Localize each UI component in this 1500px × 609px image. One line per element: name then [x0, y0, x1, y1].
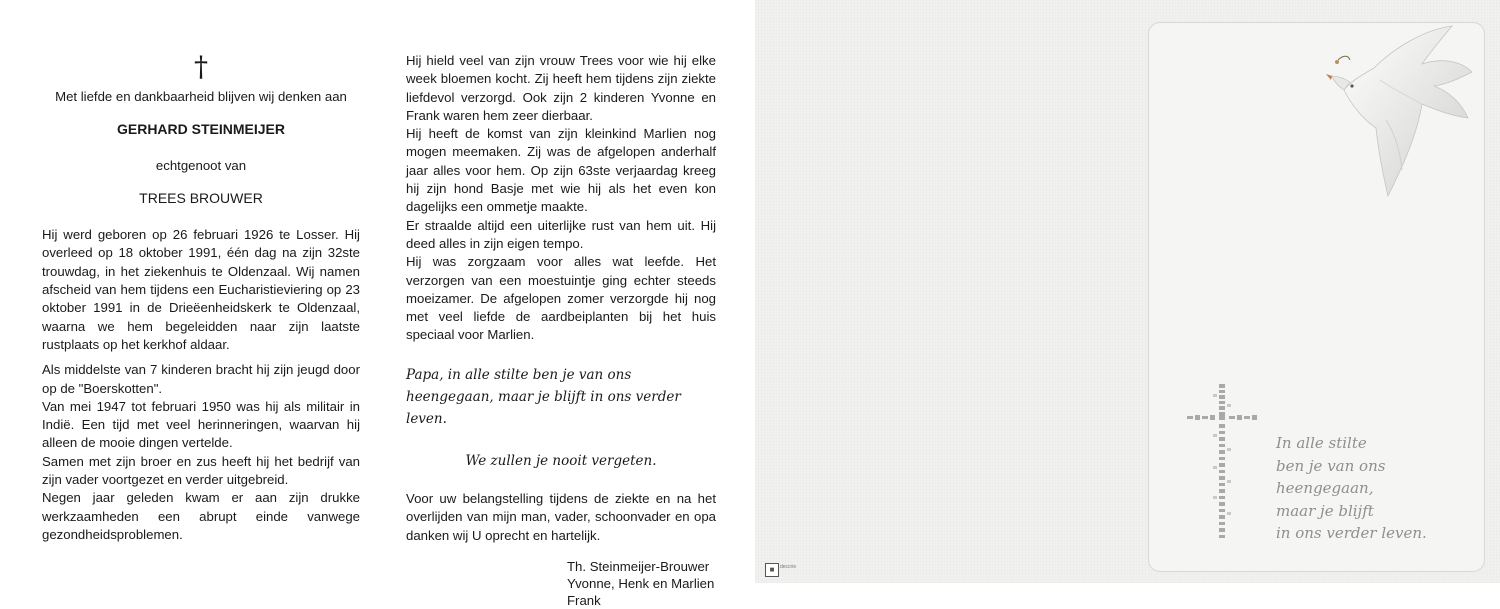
biography-paragraph: Hij hield veel van zijn vrouw Trees voor wie hij elke week bloemen kocht. Zij heeft hem tijdens zijn ziekte liefdevol verzorgd. Ook zijn 2 kinderen Yvonne en Frank waren hem zeer dierbaar. [406, 53, 716, 123]
left-column [42, 52, 360, 544]
intro-line: Met liefde en dankbaarheid blijven wij denken aan [55, 89, 347, 104]
card-verse-line: In alle stilte [1276, 434, 1367, 452]
signature-line: Yvonne, Henk en Marlien [567, 575, 715, 591]
spouse-name: TREES BROUWER [139, 189, 263, 206]
biography-paragraph: Van mei 1947 tot februari 1950 was hij als militair in Indië. Een tijd met veel herinneringen, waarvan hij alleen de mooie dingen vertelde. [42, 398, 360, 451]
biography-paragraph: Hij was zorgzaam voor alles wat leefde. Het verzorgen van een moestuintje ging echter steeds moeizamer. De afgelopen zomer verzorgde hij nog met veel liefde de aardbeiplanten bij het huis speciaal voor Marlien. [406, 254, 716, 343]
signature-line: Th. Steinmeijer-Brouwer [567, 558, 710, 574]
memorial-verse: Papa, in alle stilte ben je van ons heengegaan, maar je blijft in ons verder leven. [406, 366, 681, 427]
card-verse-line: ben je van ons heengegaan, [1276, 456, 1386, 498]
relation-line: echtgenoot van [155, 157, 247, 173]
thanks-paragraph: Voor uw belangstelling tijdens de ziekte en na het overlijden van mijn man, vader, schoonvader en opa danken wij U oprecht en hartelijk. [406, 491, 716, 543]
card-verse [1276, 432, 1486, 545]
biography-paragraph: Hij werd geboren op 26 februari 1926 te Losser. Hij overleed op 18 oktober 1991, één dag na zijn 32ste trouwdag, in het ziekenhuis te Oldenzaal. Wij namen afscheid van hem tijdens een Eucharistieviering op 23 oktober 1991 in de Drieëenheidskerk te Oldenzaal, waarna we hem begeleidden naar zijn laatste rustplaats op het kerkhof aldaar. [42, 227, 360, 352]
middle-column [406, 52, 716, 609]
card-verse-line: maar je blijft [1276, 501, 1374, 520]
biography-paragraph: Er straalde altijd een uiterlijke rust van hem uit. Hij deed alles in zijn eigen tempo. [406, 217, 716, 251]
deceased-name: GERHARD STEINMEIJER [116, 121, 286, 138]
publisher-logo-icon: ■ [765, 563, 779, 577]
mosaic-cross-icon [1187, 384, 1259, 544]
farewell-line: We zullen je nooit vergeten. [465, 452, 657, 469]
signature-block [567, 558, 716, 609]
biography-paragraph: Negen jaar geleden kwam er aan zijn drukke werkzaamheden een abrupt einde vanwege gezondheidsproblemen. [42, 490, 360, 542]
signature-line: Frank [567, 592, 601, 608]
biography-paragraph: Als middelste van 7 kinderen bracht hij zijn jeugd door op de "Boerskotten". [42, 362, 360, 396]
biography-paragraph: Hij heeft de komst van zijn kleinkind Marlien nog mogen meemaken. Zij was de afgelopen anderhalf jaar alles voor hem. Op zijn 63ste verjaardag kreeg hij zijn hond Basje met wie hij als het even kon dagelijks een ommetje maakte. [406, 126, 716, 215]
publisher-mark: deccrie [780, 564, 797, 570]
card-verse-line: in ons verder leven. [1276, 524, 1427, 543]
biography-paragraph: Samen met zijn broer en zus heeft hij het bedrijf van zijn vader voortgezet en verder uitgebreid. [42, 453, 360, 488]
cross-icon: † [194, 50, 208, 83]
dove-icon [1322, 20, 1482, 205]
